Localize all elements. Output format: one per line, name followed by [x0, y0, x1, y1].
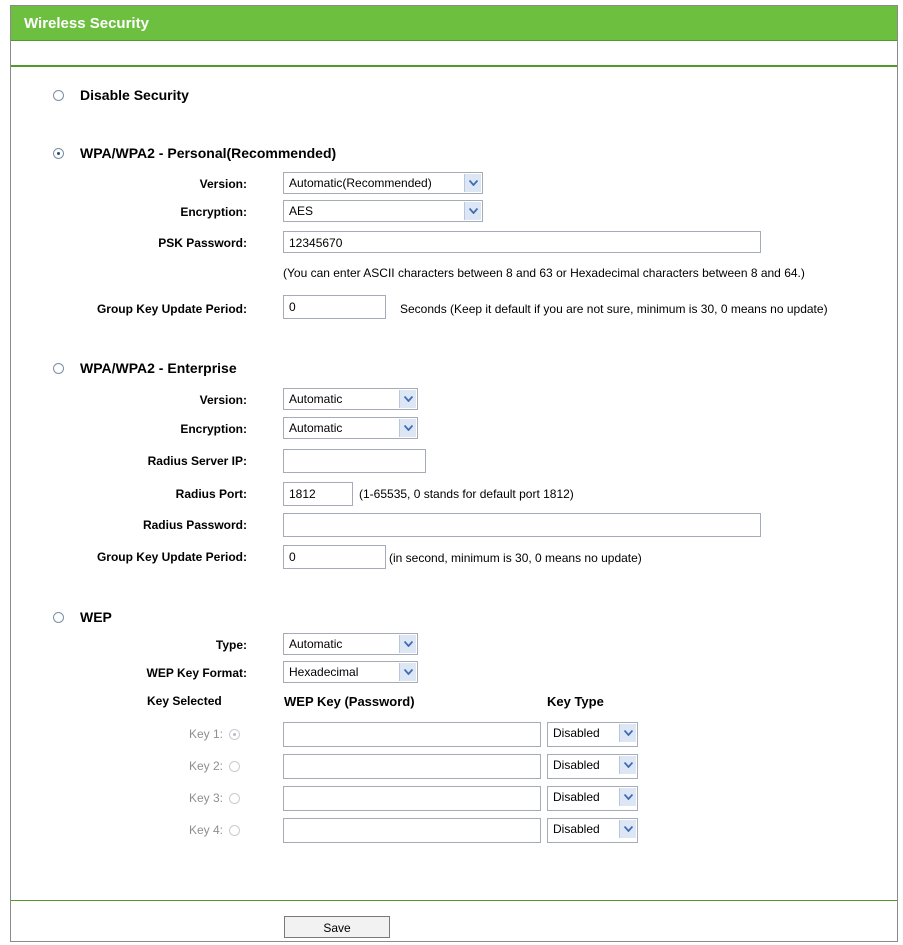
chevron-down-icon[interactable] — [464, 174, 481, 192]
personal-encryption-label: Encryption: — [180, 205, 247, 219]
wpa-enterprise-label: WPA/WPA2 - Enterprise — [80, 360, 237, 376]
wep-column-key-selected: Key Selected — [147, 694, 222, 708]
radius-port-input[interactable]: 1812 — [283, 482, 353, 506]
enterprise-group-key-input[interactable]: 0 — [283, 545, 386, 569]
wep-key-2-selector[interactable] — [189, 759, 240, 773]
enterprise-version-row — [11, 388, 897, 414]
psk-password-note: (You can enter ASCII characters between 8 and 63 or Hexadecimal characters between 8 and 64.) — [283, 266, 805, 280]
wep-key-3-type-value: Disabled — [553, 790, 600, 804]
wep-key-format-select[interactable] — [283, 661, 418, 683]
wep-label: WEP — [80, 609, 112, 625]
radius-port-note: (1-65535, 0 stands for default port 1812) — [359, 487, 574, 501]
radius-password-row — [11, 513, 897, 539]
wep-key-4-radio[interactable] — [229, 825, 240, 836]
page-title: Wireless Security — [24, 15, 149, 32]
wep-key-2-label: Key 2: — [189, 759, 224, 773]
wep-key-4-type-value: Disabled — [553, 822, 600, 836]
radius-server-ip-label: Radius Server IP: — [147, 454, 247, 468]
personal-version-row — [11, 172, 897, 198]
wep-key-format-label: WEP Key Format: — [146, 666, 247, 680]
wep-key-2-type-value: Disabled — [553, 758, 600, 772]
wep-column-key: WEP Key (Password) — [284, 694, 415, 709]
wep-key-1-selector[interactable] — [189, 727, 240, 741]
chevron-down-icon[interactable] — [399, 635, 416, 653]
wep-key-3-radio[interactable] — [229, 793, 240, 804]
disable-security-radio[interactable] — [53, 90, 64, 101]
wep-key-row — [11, 722, 897, 748]
wpa-personal-label: WPA/WPA2 - Personal(Recommended) — [80, 145, 337, 161]
radius-port-label: Radius Port: — [175, 487, 247, 501]
wep-key-1-type-select[interactable] — [547, 722, 638, 747]
psk-password-label: PSK Password: — [158, 236, 247, 250]
wep-key-4-selector[interactable] — [189, 823, 240, 837]
save-button[interactable]: Save — [284, 916, 390, 938]
wep-key-2-input[interactable] — [283, 754, 541, 779]
wep-key-3-label: Key 3: — [189, 791, 224, 805]
personal-version-label: Version: — [199, 177, 247, 191]
radius-server-ip-input[interactable] — [283, 449, 426, 473]
chevron-down-icon[interactable] — [619, 724, 636, 742]
enterprise-version-select[interactable] — [283, 388, 418, 410]
title-bar — [11, 6, 897, 41]
wep-type-label: Type: — [215, 638, 247, 652]
wep-key-1-input[interactable] — [283, 722, 541, 747]
radius-server-ip-row — [11, 449, 897, 475]
radius-password-label: Radius Password: — [142, 518, 247, 532]
radius-password-input[interactable] — [283, 513, 761, 537]
wep-key-4-type-select[interactable] — [547, 818, 638, 843]
wep-key-row — [11, 818, 897, 844]
wep-column-key-type: Key Type — [547, 694, 604, 709]
chevron-down-icon[interactable] — [399, 663, 416, 681]
wep-key-2-type-select[interactable] — [547, 754, 638, 779]
personal-group-key-note: Seconds (Keep it default if you are not sure, minimum is 30, 0 means no update) — [400, 302, 828, 316]
wpa-enterprise-option[interactable] — [53, 360, 237, 376]
chevron-down-icon[interactable] — [399, 419, 416, 437]
wep-key-3-selector[interactable] — [189, 791, 240, 805]
enterprise-group-key-label: Group Key Update Period: — [96, 550, 247, 564]
wep-key-4-input[interactable] — [283, 818, 541, 843]
personal-version-value: Automatic(Recommended) — [289, 176, 432, 190]
wpa-personal-radio[interactable] — [53, 148, 64, 159]
wep-type-row — [11, 633, 897, 659]
wep-key-1-radio[interactable] — [229, 729, 240, 740]
wpa-enterprise-radio[interactable] — [53, 363, 64, 374]
enterprise-version-value: Automatic — [289, 392, 343, 406]
wireless-security-panel — [10, 5, 898, 942]
wep-key-format-row — [11, 661, 897, 687]
personal-encryption-value: AES — [289, 204, 314, 218]
wep-type-select[interactable] — [283, 633, 418, 655]
footer-separator — [11, 900, 897, 901]
disable-security-label: Disable Security — [80, 87, 189, 103]
personal-version-select[interactable] — [283, 172, 483, 194]
chevron-down-icon[interactable] — [619, 756, 636, 774]
wep-type-value: Automatic — [289, 637, 343, 651]
wep-key-1-label: Key 1: — [189, 727, 224, 741]
disable-security-option[interactable] — [53, 87, 189, 103]
chevron-down-icon[interactable] — [399, 390, 416, 408]
wep-key-3-type-select[interactable] — [547, 786, 638, 811]
enterprise-encryption-select[interactable] — [283, 417, 418, 439]
personal-group-key-input[interactable]: 0 — [283, 295, 386, 319]
wep-radio[interactable] — [53, 612, 64, 623]
personal-encryption-row — [11, 200, 897, 226]
title-separator — [11, 65, 897, 67]
personal-encryption-select[interactable] — [283, 200, 483, 222]
personal-group-key-label: Group Key Update Period: — [96, 302, 247, 316]
enterprise-encryption-row — [11, 417, 897, 443]
chevron-down-icon[interactable] — [619, 820, 636, 838]
chevron-down-icon[interactable] — [619, 788, 636, 806]
enterprise-encryption-label: Encryption: — [180, 422, 247, 436]
wpa-personal-option[interactable] — [53, 145, 336, 161]
wep-option[interactable] — [53, 609, 112, 625]
psk-password-input[interactable]: 12345670 — [283, 231, 761, 253]
wep-key-row — [11, 786, 897, 812]
wep-key-1-type-value: Disabled — [553, 726, 600, 740]
wep-key-format-value: Hexadecimal — [289, 665, 359, 679]
chevron-down-icon[interactable] — [464, 202, 481, 220]
wep-key-row — [11, 754, 897, 780]
wep-key-2-radio[interactable] — [229, 761, 240, 772]
wep-key-4-label: Key 4: — [189, 823, 224, 837]
psk-password-row — [11, 231, 897, 257]
enterprise-group-key-note: (in second, minimum is 30, 0 means no update) — [389, 551, 642, 565]
wep-key-3-input[interactable] — [283, 786, 541, 811]
enterprise-encryption-value: Automatic — [289, 421, 343, 435]
enterprise-version-label: Version: — [199, 393, 247, 407]
